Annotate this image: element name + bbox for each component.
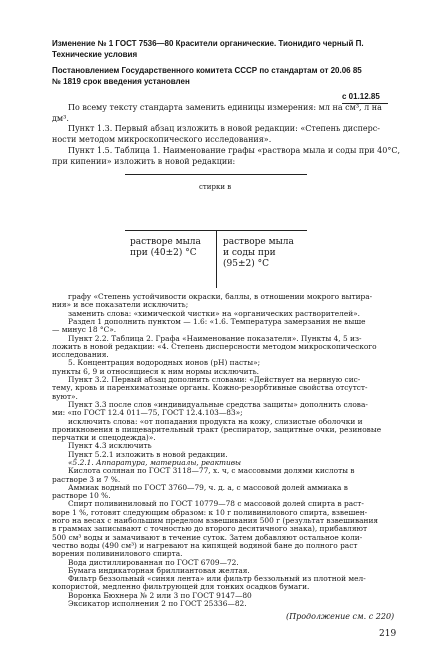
table-col1-line: при (40±2) °С	[130, 248, 197, 258]
body-line: ворения поливинилового спирта.	[52, 549, 183, 559]
body-line: Эксикатор исполнения 2 по ГОСТ 25336—82.	[68, 599, 247, 608]
decree-line1: Постановлением Государственного комитета СССР по стандартам от 20.06 85	[52, 66, 362, 75]
table-col1-line: раствоpe мыла	[130, 237, 201, 247]
body-line: ложить в новой редакции: «4. Степень дисперсности методом микроскопического	[52, 341, 377, 351]
body-line: Бумага индикаторная бриллиантовая желтая.	[68, 565, 250, 575]
table-col2-line: (95±2) °С	[223, 259, 269, 269]
body-line: Вода дистиллированная по ГОСТ 6709—72.	[68, 557, 239, 567]
body-line: при кипении» изложить в новой редакции:	[52, 157, 236, 166]
body-line: вуют».	[52, 391, 78, 401]
body-line: Пункт 1.3. Первый абзац изложить в новой редакции: «Степень дисперс-	[68, 124, 380, 133]
body-line: копористой, медленно фильтрующей для тонких осадков бумаги.	[52, 582, 310, 592]
page-number: 219	[379, 629, 397, 639]
body-line: ного на весах с наибольшим пределом взвешивания 500 г (результат взвешивания	[52, 516, 379, 525]
body-line: пункты 6, 9 и относящиеся к ним нормы исключить.	[52, 366, 259, 376]
section-heading-italic: «5.2.1. Аппаратура, материалы, реактивы	[68, 457, 242, 467]
body-line: Пункт 4.3 исключить	[68, 441, 152, 451]
body-line: исключить слова: «от попадания продукта на кожу, слизистые оболочки и	[68, 416, 363, 426]
table-top-label: стирки в	[199, 183, 232, 191]
body-line: проникновения в пищеварительный тракт (респиратор, защитные очки, резиновые	[52, 424, 382, 434]
body-line: Пункт 3.3 после слов «индивидуальные средства защиты» дополнить слова-	[68, 399, 368, 409]
body-line: — минус 18 °С».	[52, 325, 117, 335]
body-line: исследования.	[52, 350, 109, 360]
body-line: воре 1 %, готовят следующим образом: к 10 г поливинилового спирта, взвешен-	[52, 507, 368, 517]
body-line: ности методом микроскопического исследования».	[52, 135, 272, 144]
body-line: растворе 10 %.	[52, 491, 111, 501]
body-line: тему, кровь и паренхиматозные органы. Кожно-резорбтивные свойства отсутст-	[52, 383, 368, 393]
body-line: Кислота соляная по ГОСТ 3118—77, х. ч, с массовыми долями кислоты в	[68, 466, 355, 476]
table-top-border	[125, 174, 307, 175]
table-col2-line: и соды при	[223, 248, 276, 258]
body-line: Пункт 2.2. Таблица 2. Графа «Наименование показателя». Пункты 4, 5 из-	[68, 333, 362, 343]
body-line: Пункт 1.5. Таблица 1. Наименование графы «раствора мыла и соды при 40°С,	[68, 146, 401, 155]
continuation-note: (Продолжение см. с 220)	[286, 612, 395, 621]
body-line: Воронка Бюхнера № 2 или 3 по ГОСТ 9147—80	[68, 590, 252, 600]
amendment-title-line2: Технические условия	[52, 50, 138, 59]
amendment-title-line1: Изменение № 1 ГОСТ 7536—80 Красители органические. Тионидиго черный П.	[52, 39, 364, 48]
body-line: Аммиак водный по ГОСТ 3760—79, ч. д. а, с массовой долей аммиака в	[68, 482, 348, 492]
table-column-divider	[216, 230, 217, 288]
body-line: ния» и все показатели исключить;	[52, 300, 189, 310]
body-line: Пункт 3.2. Первый абзац дополнить словами: «Действует на нервную сис-	[68, 375, 361, 384]
body-line: 500 см³ воды и замачивают в течение суток. Затем добавляют остальное коли-	[52, 532, 363, 542]
body-line: заменить слова: «химической чистки» на «органических растворителей».	[68, 308, 360, 318]
body-line: графу «Степень устойчивости окраски, баллы, в отношении мокрого вытира-	[68, 292, 373, 301]
table-col2-line: раствоpe мыла	[223, 237, 294, 247]
body-line: Спирт поливиниловый по ГОСТ 10779—78 с массовой долей спирта в раст-	[68, 499, 364, 509]
body-line: 5. Концентрация водородных ионов (pH) пасты»;	[68, 358, 261, 368]
body-line: Раздел 1 дополнить пунктом — 1.6: «1.6. Температура замерзания не выше	[68, 316, 366, 326]
body-line: По всему тексту стандарта заменить единицы измерения: мл на см³, л на	[68, 103, 382, 112]
body-line: дм³.	[52, 114, 69, 123]
decree-line2: № 1819 срок введения установлен	[52, 77, 190, 86]
body-line: ми: «по ГОСТ 12.4 011—75, ГОСТ 12.4.103—83»;	[52, 408, 243, 418]
effective-date: с 01.12.85	[342, 92, 380, 101]
body-line: чество воды (490 см³) и нагревают на кипящей водяной бане до полного раст	[52, 540, 358, 550]
body-line: перчатки и спецодежда)».	[52, 433, 156, 443]
body-line: Пункт 5.2.1 изложить в новой редакции.	[68, 449, 228, 459]
body-line: растворе 3 и 7 %.	[52, 474, 121, 484]
body-line: Фильтр беззольный «синяя лента» или фильтр беззольный из плотной мел-	[68, 574, 366, 584]
body-line: в граммах записывают с точностью до второго десятичного знака), прибавляют	[52, 524, 368, 534]
